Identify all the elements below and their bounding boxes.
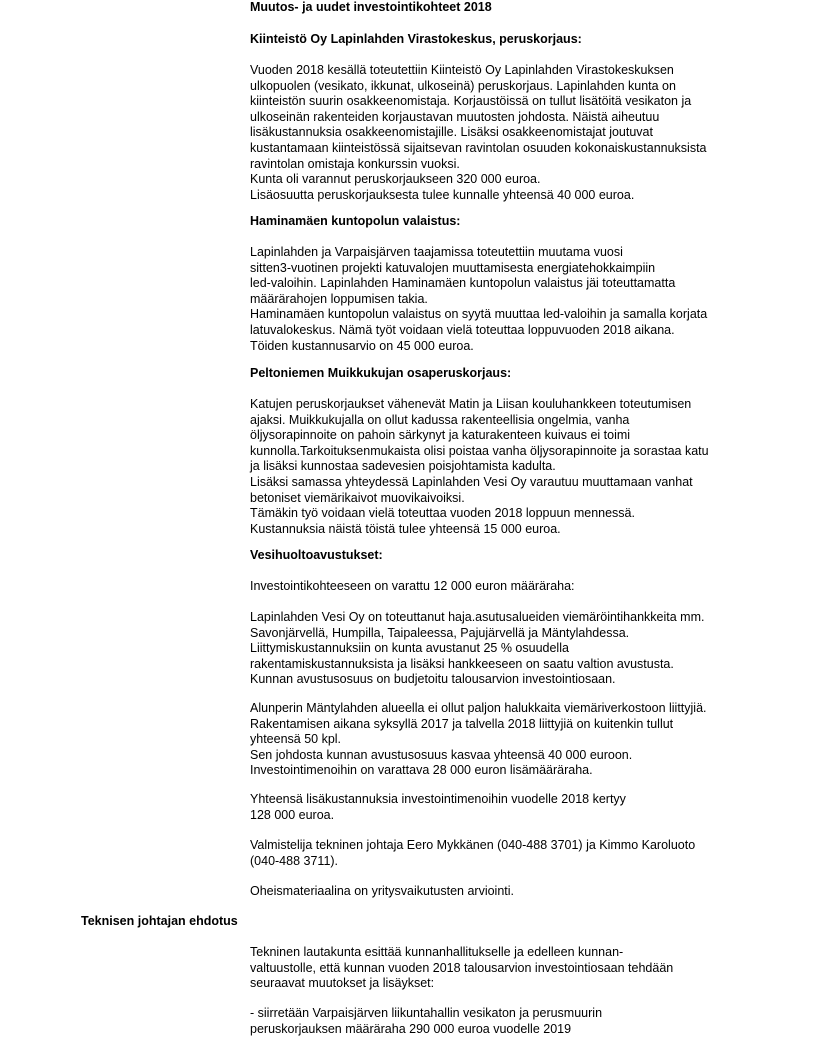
section-heading-kuntopolku: Haminamäen kuntopolun valaistus: (250, 214, 461, 228)
attachment-note: Oheismateriaalina on yritysvaikutusten arviointi. (250, 884, 515, 898)
proposal-item-1: - siirretään Varpaisjärven liikuntahallin vesikaton ja perusmuurin peruskorjauksen määräraha 290 000 euroa vuodelle 2019 (250, 1006, 603, 1036)
vesihuolto-paragraph-1: Lapinlahden Vesi Oy on toteuttanut haja.asutusalueiden viemäröintihankkeita mm. Savonjärvellä, Humpilla, Taipaleessa, Pajujärvellä ja Mäntylahdessa. Liittymiskustannuksiin on kunta avustanut 25 % osuudella rakentamiskustannuksista ja lisäksi hankkeeseen on saatu valtion avustusta. Kunnan avustusosuus on budjetoitu talousarvion investointiosaan. (250, 610, 705, 687)
vesihuolto-paragraph-2: Alunperin Mäntylahden alueella ei ollut paljon halukkaita viemäriverkostoon liittyjiä. Rakentamisen aikana syksyllä 2017 ja talvella 2018 liittyjiä on kuitenkin tullut yhteensä 50 kpl. Sen johdosta kunnan avustusosuus kasvaa yhteensä 40 000 euroon. Investointimenoihin on varattava 28 000 euron lisämääräraha. (250, 701, 707, 778)
section-heading-virastokeskus: Kiinteistö Oy Lapinlahden Virastokeskus, peruskorjaus: (250, 32, 582, 46)
preparer-contact: Valmistelija tekninen johtaja Eero Mykkänen (040-488 3701) ja Kimmo Karoluoto (040-488 3711). (250, 838, 696, 868)
section-paragraph-kuntopolku: Lapinlahden ja Varpaisjärven taajamissa toteutettiin muutama vuosi sitten3-vuotinen projekti katuvalojen muuttamisesta energiatehokkaimpiin led-valoihin. Lapinlahden Haminamäen kuntopolun valaistus jäi toteuttamatta määrärahojen loppumisen takia. Haminamäen kuntopolun valaistus on syytä muuttaa led-valoihin ja samalla korjata latuvalokeskus. Nämä työt voidaan vielä toteuttaa loppuvuoden 2018 aikana. Töiden kustannusarvio on 45 000 euroa. (250, 245, 708, 353)
proposal-intro: Tekninen lautakunta esittää kunnanhallitukselle ja edelleen kunnan- valtuustolle, että kunnan vuoden 2018 talousarvion investointiosaan tehdään seuraavat muutokset ja lisäykset: (250, 945, 674, 991)
section-heading-muikkukuja: Peltoniemen Muikkukujan osaperuskorjaus: (250, 366, 512, 380)
section-paragraph-muikkukuja: Katujen peruskorjaukset vähenevät Matin ja Liisan kouluhankkeen toteutumisen ajaksi. Muikkukujalla on ollut kadussa rakenteellisia ongelmia, vanha öljysorapinnoite on pahoin särkynyt ja katurakenteen kuivaus ei toimi kunnolla.Tarkoituksenmukaista olisi poistaa vanha öljysorapinnoite ja sorastaa katu ja lisäksi kunnostaa sadevesien poisjohtamista kadulta. Lisäksi samassa yhteydessä Lapinlahden Vesi Oy varautuu muuttamaan vanhat betoniset viemärikaivot muovikaivoiksi. Tämäkin työ voidaan vielä toteuttaa vuoden 2018 loppuun mennessä. Kustannuksia näistä töistä tulee yhteensä 15 000 euroa. (250, 397, 709, 536)
proposal-side-heading: Teknisen johtajan ehdotus (81, 914, 238, 928)
section-heading-vesihuolto: Vesihuoltoavustukset: (250, 548, 383, 562)
vesihuolto-total: Yhteensä lisäkustannuksia investointimenoihin vuodelle 2018 kertyy 128 000 euroa. (250, 792, 626, 822)
document-title: Muutos- ja uudet investointikohteet 2018 (250, 0, 492, 14)
vesihuolto-budget-line: Investointikohteeseen on varattu 12 000 euron määräraha: (250, 579, 575, 593)
section-paragraph-virastokeskus: Vuoden 2018 kesällä toteutettiin Kiinteistö Oy Lapinlahden Virastokeskuksen ulkopuolen (vesikato, ikkunat, ulkoseinä) peruskorjaus. Lapinlahden kunta on kiinteistön suurin osakkeenomistaja. Korjaustöissä on tullut lisätöitä vesikaton ja ulkoseinän rakenteiden korjaustavan muutosten johdosta. Näistä aiheutuu lisäkustannuksia osakkeenomistajille. Lisäksi osakkeenomistajat joutuvat kustantamaan kiinteistössä sijaitsevan ravintolan osuuden kokonaiskustannuksista ravintolan omistaja konkurssin vuoksi. Kunta oli varannut peruskorjaukseen 320 000 euroa. Lisäosuutta peruskorjauksesta tulee kunnalle yhteensä 40 000 euroa. (250, 63, 707, 202)
